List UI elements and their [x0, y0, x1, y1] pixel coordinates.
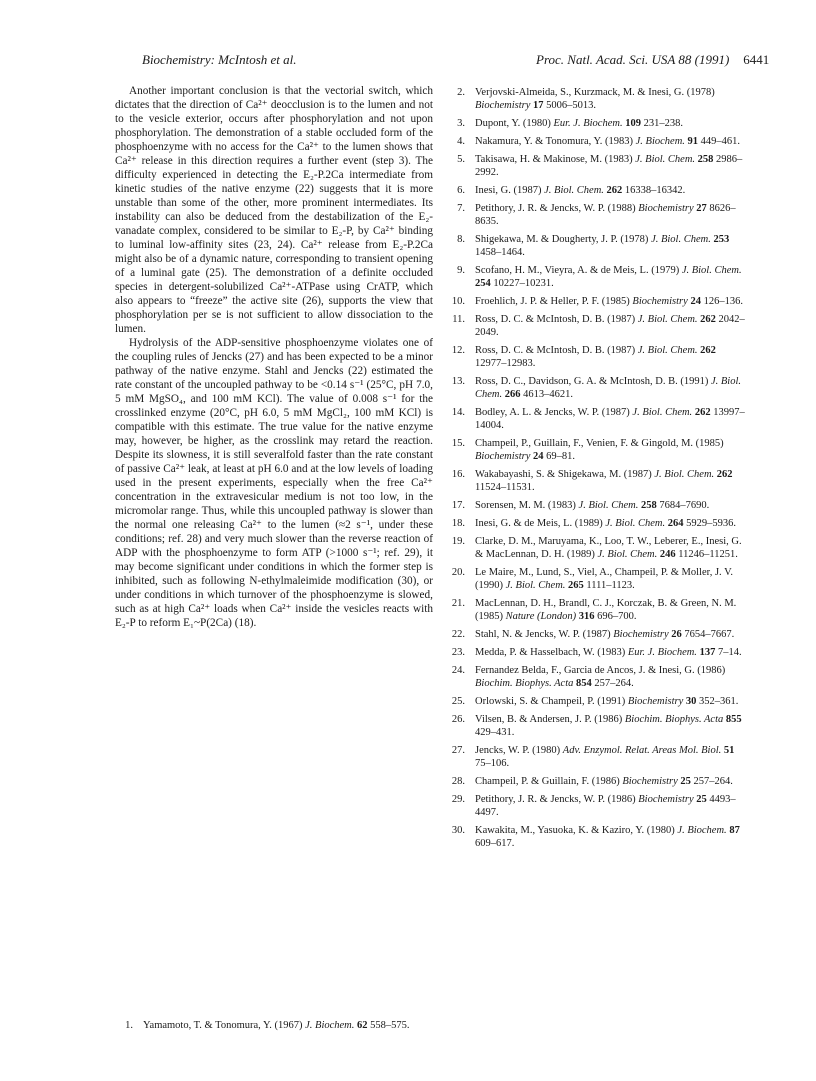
reference-authors: Nakamura, Y. & Tonomura, Y. (1983) [475, 136, 634, 147]
reference-list-right [447, 86, 747, 855]
reference-journal: J. Biol. Chem. [578, 500, 639, 511]
reference-volume: 246 [659, 549, 676, 560]
reference-journal: J. Biol. Chem. [544, 185, 604, 196]
reference-journal: J. Biol. Chem. [637, 345, 698, 356]
reference-number: 6. [457, 185, 465, 196]
reference-pages: 257–264. [693, 776, 733, 787]
running-head-journal-block [536, 52, 769, 68]
reference-volume: 855 [725, 714, 742, 725]
reference-item [447, 535, 747, 561]
reference-number: 22. [451, 629, 465, 640]
reference-pages: 1111–1123. [586, 580, 635, 591]
reference-authors: Fernandez Belda, F., Garcia de Ancos, J. & Inesi, G. (1986) [475, 665, 726, 676]
reference-authors: Yamamoto, T. & Tonomura, Y. (1967) [143, 1020, 303, 1031]
reference-item [447, 695, 747, 708]
reference-journal: Biochemistry [622, 776, 678, 787]
reference-pages: 2986–2992. [475, 154, 743, 178]
reference-volume: 26 [671, 629, 682, 640]
reference-number: 14. [451, 407, 465, 418]
reference-item [115, 1019, 433, 1032]
reference-pages: 352–361. [699, 696, 739, 707]
reference-authors: Sorensen, M. M. (1983) [475, 500, 576, 511]
reference-volume: 51 [723, 745, 735, 756]
reference-journal: Biochemistry [627, 696, 684, 707]
reference-item [447, 713, 747, 739]
reference-item [447, 775, 747, 788]
reference-volume: 854 [576, 678, 592, 689]
reference-number: 25. [451, 696, 465, 707]
reference-authors: Inesi, G. & de Meis, L. (1989) [475, 518, 603, 529]
reference-journal: Nature (London) [505, 611, 577, 622]
reference-pages: 231–238. [643, 118, 683, 129]
reference-volume: 27 [696, 203, 707, 214]
reference-journal: Adv. Enzymol. Relat. Areas Mol. Biol. [562, 745, 722, 756]
reference-item [447, 295, 747, 308]
reference-list-left [115, 1019, 433, 1037]
reference-number: 26. [451, 714, 465, 725]
reference-number: 12. [451, 345, 465, 356]
reference-pages: 75–106. [475, 758, 510, 769]
reference-number: 8. [457, 234, 465, 245]
reference-number: 9. [457, 265, 465, 276]
reference-volume: 262 [700, 345, 716, 356]
reference-authors: Wakabayashi, S. & Shigekawa, M. (1987) [475, 469, 652, 480]
reference-number: 29. [451, 794, 465, 805]
reference-pages: 429–431. [475, 727, 515, 738]
reference-number: 27. [451, 745, 465, 756]
reference-volume: 253 [713, 234, 730, 245]
reference-volume: 262 [716, 469, 733, 480]
reference-number: 21. [451, 598, 465, 609]
reference-number: 24. [451, 665, 465, 676]
reference-item [447, 468, 747, 494]
reference-authors: Champeil, P., Guillain, F., Venien, F. & Gingold, M. (1985) [475, 438, 724, 449]
reference-journal: J. Biol. Chem. [681, 265, 742, 276]
reference-item [447, 628, 747, 641]
reference-authors: Ross, D. C. & McIntosh, D. B. (1987) [475, 345, 636, 356]
reference-journal: Eur. J. Biochem. [553, 118, 623, 129]
reference-journal: Biochemistry [638, 794, 694, 805]
reference-pages: 12977–12983. [475, 358, 536, 369]
reference-number: 13. [451, 376, 465, 387]
reference-journal: Biochemistry [638, 203, 694, 214]
page-number: 6441 [743, 52, 770, 67]
reference-number: 23. [451, 647, 465, 658]
reference-journal: J. Biol. Chem. [635, 154, 696, 165]
reference-pages: 8626–8635. [475, 203, 736, 227]
reference-number: 7. [457, 203, 465, 214]
reference-pages: 11524–11531. [475, 482, 535, 493]
reference-journal: J. Biol. Chem. [597, 549, 658, 560]
reference-number: 4. [457, 136, 465, 147]
reference-item [447, 375, 747, 401]
reference-volume: 62 [357, 1020, 368, 1031]
reference-authors: Medda, P. & Hasselbach, W. (1983) [475, 647, 626, 658]
reference-item [447, 517, 747, 530]
reference-volume: 262 [700, 314, 716, 325]
reference-journal: Biochemistry [632, 296, 688, 307]
body-paragraph: Another important conclusion is that the vectorial switch, which dictates that the direction of Ca²⁺ deocclusion is to the lumen and not to the vesicle exterior, occurs after phosphorylation and not upon phosphorylation. The demonstration of a stable occluded form of the phosphoenzyme with no access for the Ca²⁺ to the lumen shows that Ca²⁺ release in this direction requires a further event (step 3). The difficulty experienced in detecting the E₂-P.2Ca intermediate from kinetic studies of the native enzyme (22) suggests that it is more unstable than some of the other, more prominent intermediates. Its instability can also be deduced from the destabilization of the E₂-vanadate complex, considered to be similar to E₂-P, by Ca²⁺ binding to luminal low-affinity sites (23, 24). Ca²⁺ release from E₂-P.2Ca might also be of a dynamic nature, corresponding to transient opening of a luminal gate (25). The demonstration of a definite occluded species in detergent-solubilized Ca²⁺-ATPase using CrATP, which also appears to “freeze” the active site (26), supports the view that phosphorylation per se is not sufficient to allow dissociation to the lumen. [115, 85, 433, 335]
body-paragraph: Hydrolysis of the ADP-sensitive phosphoenzyme violates one of the coupling rules of Jencks (27) and has been expected to be a minor pathway of the native enzyme. Stahl and Jencks (22) estimated the rate constant of the uncoupled pathway to be <0.14 s⁻¹ (25°C, pH 7.0, 5 mM MgSO₄, and 100 mM KCl). The value of 0.008 s⁻¹ for the crosslinked enzyme (20°C, pH 6.0, 5 mM MgCl₂, 100 mM KCl) is compatible with this estimate. The true value for the native enzyme may, however, be higher, as the crosslink may retard the reaction. Despite its slowness, it is still severalfold faster than the rate constant of passive Ca²⁺ leak, at least at pH 6.0 and at the low levels of loading used in the present experiments, especially when the free Ca²⁺ concentration in the extravesicular medium is not too low, in the micromolar range. Thus, while this uncoupled pathway is slower than the normal one releasing Ca²⁺ to the lumen (≈2 s⁻¹, under these conditions; ref. 28) and very much slower than the reverse reaction of ADP with the phosphoenzyme to form ATP (>1000 s⁻¹; ref. 29), it may become significant under conditions in which the former step is inhibited, such as following N-ethylmaleimide modification (30), or under conditions in which turnover of the phosphoenzyme is slowed, such as at high Ca²⁺ loads when Ca²⁺ inside the vesicles reacts with E₂-P to reform E₁~P(2Ca) (18). [115, 337, 433, 629]
reference-volume: 24 [533, 451, 544, 462]
reference-item [447, 499, 747, 512]
reference-pages: 4493–4497. [475, 794, 736, 818]
reference-authors: Vilsen, B. & Andersen, J. P. (1986) [475, 714, 623, 725]
reference-pages: 449–461. [700, 136, 741, 147]
reference-item [447, 646, 747, 659]
reference-volume: 258 [640, 500, 657, 511]
reference-pages: 609–617. [475, 838, 515, 849]
reference-item [447, 793, 747, 819]
reference-authors: Petithory, J. R. & Jencks, W. P. (1988) [475, 203, 636, 214]
running-head-authors: Biochemistry: McIntosh et al. [142, 52, 297, 67]
reference-number: 5. [457, 154, 465, 165]
reference-authors: Orlowski, S. & Champeil, P. (1991) [475, 696, 626, 707]
reference-volume: 258 [697, 154, 714, 165]
reference-number: 1. [125, 1020, 133, 1031]
reference-volume: 25 [680, 776, 691, 787]
reference-item [447, 264, 747, 290]
reference-pages: 11246–11251. [678, 549, 738, 560]
reference-pages: 7684–7690. [659, 500, 710, 511]
reference-number: 10. [451, 296, 465, 307]
reference-journal: J. Biol. Chem. [505, 580, 566, 591]
reference-pages: 4613–4621. [523, 389, 573, 400]
reference-journal: J. Biol. Chem. [632, 407, 693, 418]
reference-item [447, 233, 747, 259]
reference-number: 28. [451, 776, 465, 787]
reference-item [447, 313, 747, 339]
reference-number: 15. [451, 438, 465, 449]
reference-pages: 5006–5013. [546, 100, 597, 111]
reference-authors: Ross, D. C. & McIntosh, D. B. (1987) [475, 314, 636, 325]
reference-authors: Kawakita, M., Yasuoka, K. & Kaziro, Y. (1980) [475, 825, 675, 836]
reference-journal: J. Biol. Chem. [475, 376, 742, 400]
reference-item [447, 184, 747, 197]
reference-journal: Biochemistry [475, 100, 531, 111]
reference-authors: Scofano, H. M., Vieyra, A. & de Meis, L. (1979) [475, 265, 680, 276]
reference-number: 17. [451, 500, 465, 511]
reference-authors: Jencks, W. P. (1980) [475, 745, 561, 756]
reference-journal: J. Biochem. [305, 1020, 355, 1031]
reference-authors: MacLennan, D. H., Brandl, C. J., Korczak, B. & Green, N. M. (1985) [475, 598, 737, 622]
reference-item [447, 117, 747, 130]
reference-journal: J. Biol. Chem. [637, 314, 698, 325]
reference-authors: Ross, D. C., Davidson, G. A. & McIntosh, D. B. (1991) [475, 376, 709, 387]
reference-journal: J. Biochem. [677, 825, 727, 836]
reference-journal: J. Biol. Chem. [605, 518, 666, 529]
reference-volume: 87 [729, 825, 740, 836]
reference-pages: 5929–5936. [686, 518, 737, 529]
reference-pages: 1458–1464. [475, 247, 525, 258]
reference-journal: J. Biol. Chem. [654, 469, 715, 480]
reference-authors: Champeil, P. & Guillain, F. (1986) [475, 776, 620, 787]
reference-number: 20. [451, 567, 465, 578]
reference-pages: 13997–14004. [475, 407, 745, 431]
reference-volume: 137 [699, 647, 716, 658]
reference-authors: Takisawa, H. & Makinose, M. (1983) [475, 154, 633, 165]
reference-pages: 696–700. [597, 611, 637, 622]
reference-volume: 266 [504, 389, 521, 400]
reference-item [447, 744, 747, 770]
reference-volume: 25 [696, 794, 707, 805]
reference-authors: Froehlich, J. P. & Heller, P. F. (1985) [475, 296, 630, 307]
reference-pages: 16338–16342. [624, 185, 686, 196]
reference-pages: 7654–7667. [684, 629, 735, 640]
reference-volume: 264 [667, 518, 684, 529]
reference-volume: 262 [694, 407, 711, 418]
reference-journal: Biochemistry [613, 629, 669, 640]
reference-journal: Biochim. Biophys. Acta [624, 714, 724, 725]
reference-number: 19. [451, 536, 465, 547]
reference-item [447, 153, 747, 179]
reference-volume: 24 [690, 296, 701, 307]
reference-item [447, 202, 747, 228]
reference-item [447, 135, 747, 148]
reference-item [447, 664, 747, 690]
reference-authors: Petithory, J. R. & Jencks, W. P. (1986) [475, 794, 636, 805]
reference-item [447, 86, 747, 112]
reference-number: 11. [452, 314, 465, 325]
reference-volume: 254 [475, 278, 491, 289]
running-head-journal: Proc. Natl. Acad. Sci. USA 88 (1991) [536, 52, 730, 67]
reference-pages: 558–575. [370, 1020, 410, 1031]
reference-item [447, 597, 747, 623]
reference-pages: 2042–2049. [475, 314, 745, 338]
reference-pages: 10227–10231. [493, 278, 554, 289]
reference-authors: Inesi, G. (1987) [475, 185, 542, 196]
reference-item [447, 566, 747, 592]
reference-journal: Biochim. Biophys. Acta [475, 678, 574, 689]
reference-pages: 69–81. [546, 451, 576, 462]
page-header [0, 52, 816, 70]
reference-item [447, 344, 747, 370]
reference-journal: Biochemistry [475, 451, 531, 462]
reference-number: 30. [451, 825, 465, 836]
reference-number: 2. [457, 87, 465, 98]
reference-volume: 17 [533, 100, 544, 111]
reference-journal: J. Biochem. [635, 136, 685, 147]
reference-authors: Verjovski-Almeida, S., Kurzmack, M. & Inesi, G. (1978) [475, 87, 715, 98]
reference-authors: Shigekawa, M. & Dougherty, J. P. (1978) [475, 234, 649, 245]
reference-number: 16. [451, 469, 465, 480]
reference-volume: 262 [606, 185, 623, 196]
reference-authors: Stahl, N. & Jencks, W. P. (1987) [475, 629, 611, 640]
reference-volume: 30 [685, 696, 697, 707]
reference-journal: J. Biol. Chem. [651, 234, 711, 245]
reference-item [447, 437, 747, 463]
reference-journal: Eur. J. Biochem. [627, 647, 697, 658]
reference-pages: 126–136. [703, 296, 743, 307]
reference-volume: 109 [625, 118, 641, 129]
reference-authors: Le Maire, M., Lund, S., Viel, A., Champeil, P. & Moller, J. V. (1990) [475, 567, 733, 591]
reference-number: 3. [457, 118, 465, 129]
body-text-column [115, 84, 433, 630]
reference-volume: 91 [687, 136, 699, 147]
reference-authors: Dupont, Y. (1980) [475, 118, 551, 129]
reference-authors: Bodley, A. L. & Jencks, W. P. (1987) [475, 407, 630, 418]
reference-authors: Clarke, D. M., Maruyama, K., Loo, T. W., Leberer, E., Inesi, G. & MacLennan, D. H. (1989) [475, 536, 742, 560]
reference-item [447, 824, 747, 850]
reference-volume: 265 [568, 580, 584, 591]
reference-volume: 316 [578, 611, 595, 622]
reference-number: 18. [451, 518, 465, 529]
reference-pages: 257–264. [594, 678, 634, 689]
reference-pages: 7–14. [717, 647, 742, 658]
reference-item [447, 406, 747, 432]
